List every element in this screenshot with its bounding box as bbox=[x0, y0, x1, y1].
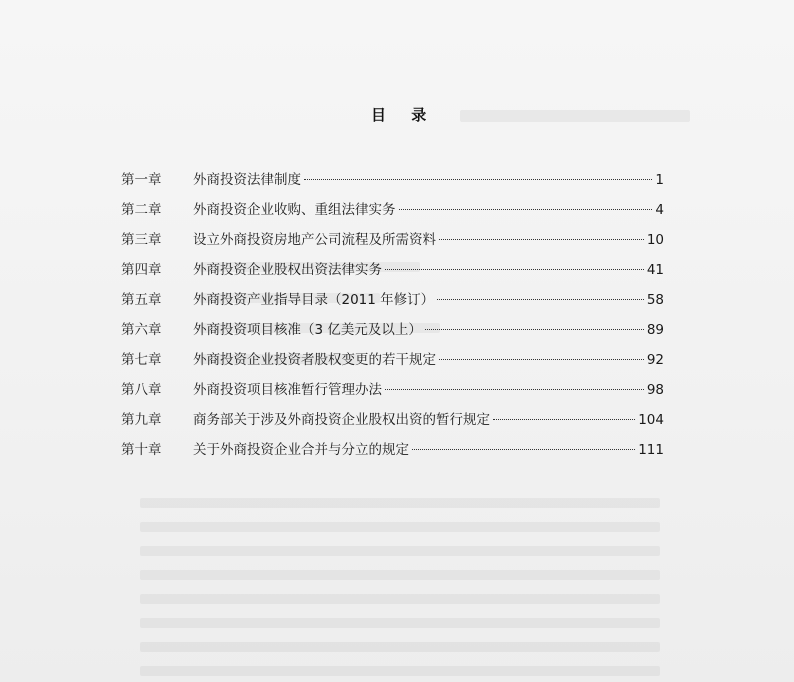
toc-chapter-number: 第九章 bbox=[121, 412, 162, 428]
toc-page-number: 111 bbox=[638, 442, 664, 458]
toc-chapter-title: 外商投资项目核准（3 亿美元及以上） bbox=[193, 322, 422, 338]
toc-entry[interactable] bbox=[121, 170, 664, 200]
toc-page-number: 41 bbox=[646, 262, 664, 278]
toc-dot-leader bbox=[493, 419, 635, 420]
toc-chapter-title: 设立外商投资房地产公司流程及所需资料 bbox=[193, 232, 436, 248]
bleed-through-line bbox=[140, 618, 660, 628]
toc-page-number: 4 bbox=[655, 202, 664, 218]
toc-dot-leader bbox=[304, 179, 652, 180]
toc-chapter-title: 外商投资项目核准暂行管理办法 bbox=[193, 382, 382, 398]
toc-dot-leader bbox=[385, 389, 644, 390]
toc-chapter-number: 第四章 bbox=[121, 262, 162, 278]
bleed-through-line bbox=[140, 522, 660, 532]
toc-page-number: 10 bbox=[646, 232, 664, 248]
toc-entry[interactable] bbox=[121, 380, 664, 410]
toc-dot-leader bbox=[437, 299, 644, 300]
toc-page-number: 92 bbox=[646, 352, 664, 368]
toc-chapter-number: 第八章 bbox=[121, 382, 162, 398]
bleed-through-header bbox=[460, 110, 690, 122]
toc-chapter-title: 外商投资企业收购、重组法律实务 bbox=[193, 202, 396, 218]
toc-chapter-title: 商务部关于涉及外商投资企业股权出资的暂行规定 bbox=[193, 412, 490, 428]
toc-chapter-number: 第六章 bbox=[121, 322, 162, 338]
toc-chapter-number: 第三章 bbox=[121, 232, 162, 248]
toc-page-number: 89 bbox=[646, 322, 664, 338]
toc-chapter-number: 第一章 bbox=[121, 172, 162, 188]
toc-chapter-number: 第七章 bbox=[121, 352, 162, 368]
bleed-through-line bbox=[140, 594, 660, 604]
toc-entry[interactable] bbox=[121, 290, 664, 320]
toc-entry[interactable] bbox=[121, 410, 664, 440]
toc-chapter-title: 外商投资企业股权出资法律实务 bbox=[193, 262, 382, 278]
toc-title: 目 录 bbox=[371, 106, 437, 124]
toc-dot-leader bbox=[439, 359, 644, 360]
toc-entry[interactable] bbox=[121, 350, 664, 380]
toc-chapter-title: 外商投资企业投资者股权变更的若干规定 bbox=[193, 352, 436, 368]
toc-chapter-title: 外商投资产业指导目录（2011 年修订） bbox=[193, 292, 435, 308]
bleed-through-line bbox=[140, 546, 660, 556]
toc-chapter-title: 外商投资法律制度 bbox=[193, 172, 301, 188]
toc-chapter-title: 关于外商投资企业合并与分立的规定 bbox=[193, 442, 409, 458]
bleed-through-line bbox=[140, 570, 660, 580]
toc-dot-leader bbox=[399, 209, 653, 210]
toc-chapter-number: 第十章 bbox=[121, 442, 162, 458]
toc-entry[interactable] bbox=[121, 260, 664, 290]
bleed-through-line bbox=[140, 666, 660, 676]
toc-page-number: 1 bbox=[655, 172, 664, 188]
toc-page-number: 104 bbox=[638, 412, 664, 428]
bleed-through-line bbox=[140, 642, 660, 652]
bleed-through-line bbox=[140, 498, 660, 508]
toc-entry[interactable] bbox=[121, 320, 664, 350]
toc-chapter-number: 第五章 bbox=[121, 292, 162, 308]
toc-dot-leader bbox=[439, 239, 644, 240]
toc-page-number: 58 bbox=[646, 292, 664, 308]
toc-dot-leader bbox=[425, 329, 644, 330]
toc-entry[interactable] bbox=[121, 440, 664, 470]
toc-entry[interactable] bbox=[121, 200, 664, 230]
toc-chapter-number: 第二章 bbox=[121, 202, 162, 218]
toc-dot-leader bbox=[412, 449, 635, 450]
toc-page-number: 98 bbox=[646, 382, 664, 398]
table-of-contents bbox=[121, 170, 664, 470]
toc-entry[interactable] bbox=[121, 230, 664, 260]
toc-dot-leader bbox=[385, 269, 644, 270]
